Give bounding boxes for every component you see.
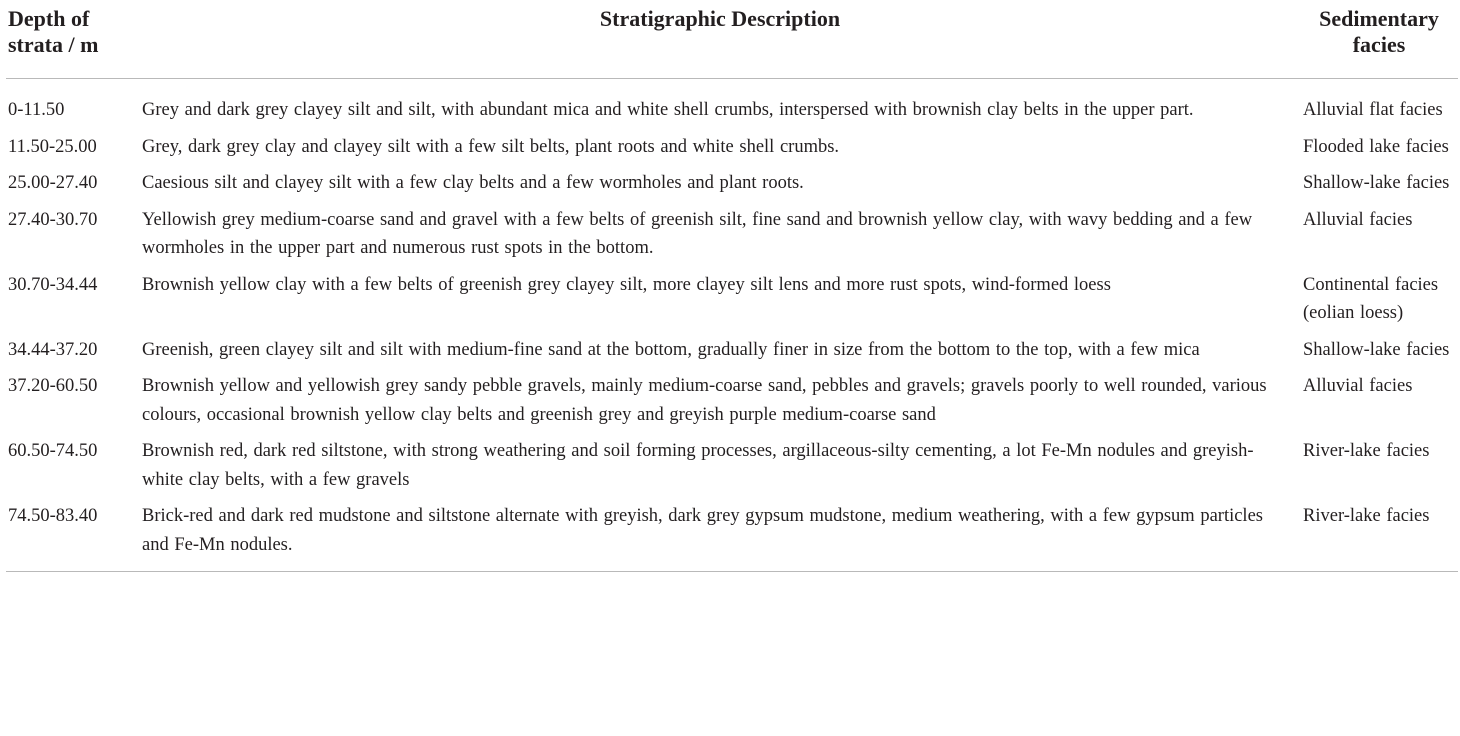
depth-cell: 11.50-25.00 <box>8 136 97 157</box>
facies-cell: Alluvial facies <box>1303 209 1413 230</box>
description-cell: Grey, dark grey clay and clayey silt with a few silt belts, plant roots and white shell crumbs. <box>142 136 840 157</box>
header-row <box>6 0 1458 79</box>
depth-cell: 27.40-30.70 <box>8 209 98 230</box>
table-row <box>6 271 1458 336</box>
header-facies: Sedimentary facies <box>1300 0 1458 79</box>
table-row <box>6 336 1458 373</box>
depth-cell: 0-11.50 <box>8 100 65 120</box>
facies-cell: River-lake facies <box>1303 441 1430 461</box>
facies-cell: Alluvial facies <box>1303 376 1413 396</box>
description-cell: Greenish, green clayey silt and silt with medium-fine sand at the bottom, gradually finer in size from the bottom to the top, with a few mica <box>142 339 1200 360</box>
description-cell: Brownish red, dark red siltstone, with strong weathering and soil forming processes, argillaceous-silty cementing, a lot Fe-Mn nodules and greyish-white clay belts, with a few gravels <box>142 441 1254 490</box>
facies-cell: Shallow-lake facies <box>1303 173 1450 193</box>
stratigraphy-table <box>6 0 1458 572</box>
table-body <box>6 79 1458 572</box>
depth-cell: 37.20-60.50 <box>8 376 98 396</box>
table-row <box>6 437 1458 502</box>
description-cell: Brick-red and dark red mudstone and siltstone alternate with greyish, dark grey gypsum mudstone, medium weathering, with a few gypsum particles and Fe-Mn nodules. <box>140 502 1300 572</box>
table-row <box>6 502 1458 572</box>
depth-cell: 25.00-27.40 <box>8 173 98 193</box>
facies-cell: Flooded lake facies <box>1303 136 1449 157</box>
description-cell: Brownish yellow clay with a few belts of greenish grey clayey silt, more clayey silt lens and more rust spots, wind-formed loess <box>142 274 1111 295</box>
table-row <box>6 372 1458 437</box>
table-row <box>6 79 1458 133</box>
facies-cell: Shallow-lake facies <box>1303 339 1450 360</box>
depth-cell: 60.50-74.50 <box>8 441 98 461</box>
description-cell: Caesious silt and clayey silt with a few clay belts and a few wormholes and plant roots. <box>142 173 804 193</box>
header-description: Stratigraphic Description <box>140 0 1300 79</box>
depth-cell: 34.44-37.20 <box>8 339 98 360</box>
facies-cell: Alluvial flat facies <box>1303 100 1443 120</box>
table-header <box>6 0 1458 79</box>
depth-cell: 30.70-34.44 <box>8 274 98 295</box>
description-cell: Brownish yellow and yellowish grey sandy pebble gravels, mainly medium-coarse sand, pebbles and gravels; gravels poorly to well rounded, various colours, occasional brownish yellow clay belts and greenish grey and greyish purple medium-coarse sand <box>142 376 1267 425</box>
description-cell: Grey and dark grey clayey silt and silt, with abundant mica and white shell crumbs, interspersed with brownish clay belts in the upper part. <box>142 100 1194 120</box>
table-row <box>6 169 1458 206</box>
table-row <box>6 133 1458 170</box>
table-row <box>6 206 1458 271</box>
facies-cell: River-lake facies <box>1300 502 1458 572</box>
description-cell: Yellowish grey medium-coarse sand and gravel with a few belts of greenish silt, fine sand and brownish yellow clay, with wavy bedding and a few wormholes in the upper part and numerous rust spots in the bottom. <box>142 209 1253 258</box>
facies-cell: Continental facies (eolian loess) <box>1303 274 1439 323</box>
header-depth: Depth of strata / m <box>6 0 140 79</box>
depth-cell: 74.50-83.40 <box>6 502 140 572</box>
